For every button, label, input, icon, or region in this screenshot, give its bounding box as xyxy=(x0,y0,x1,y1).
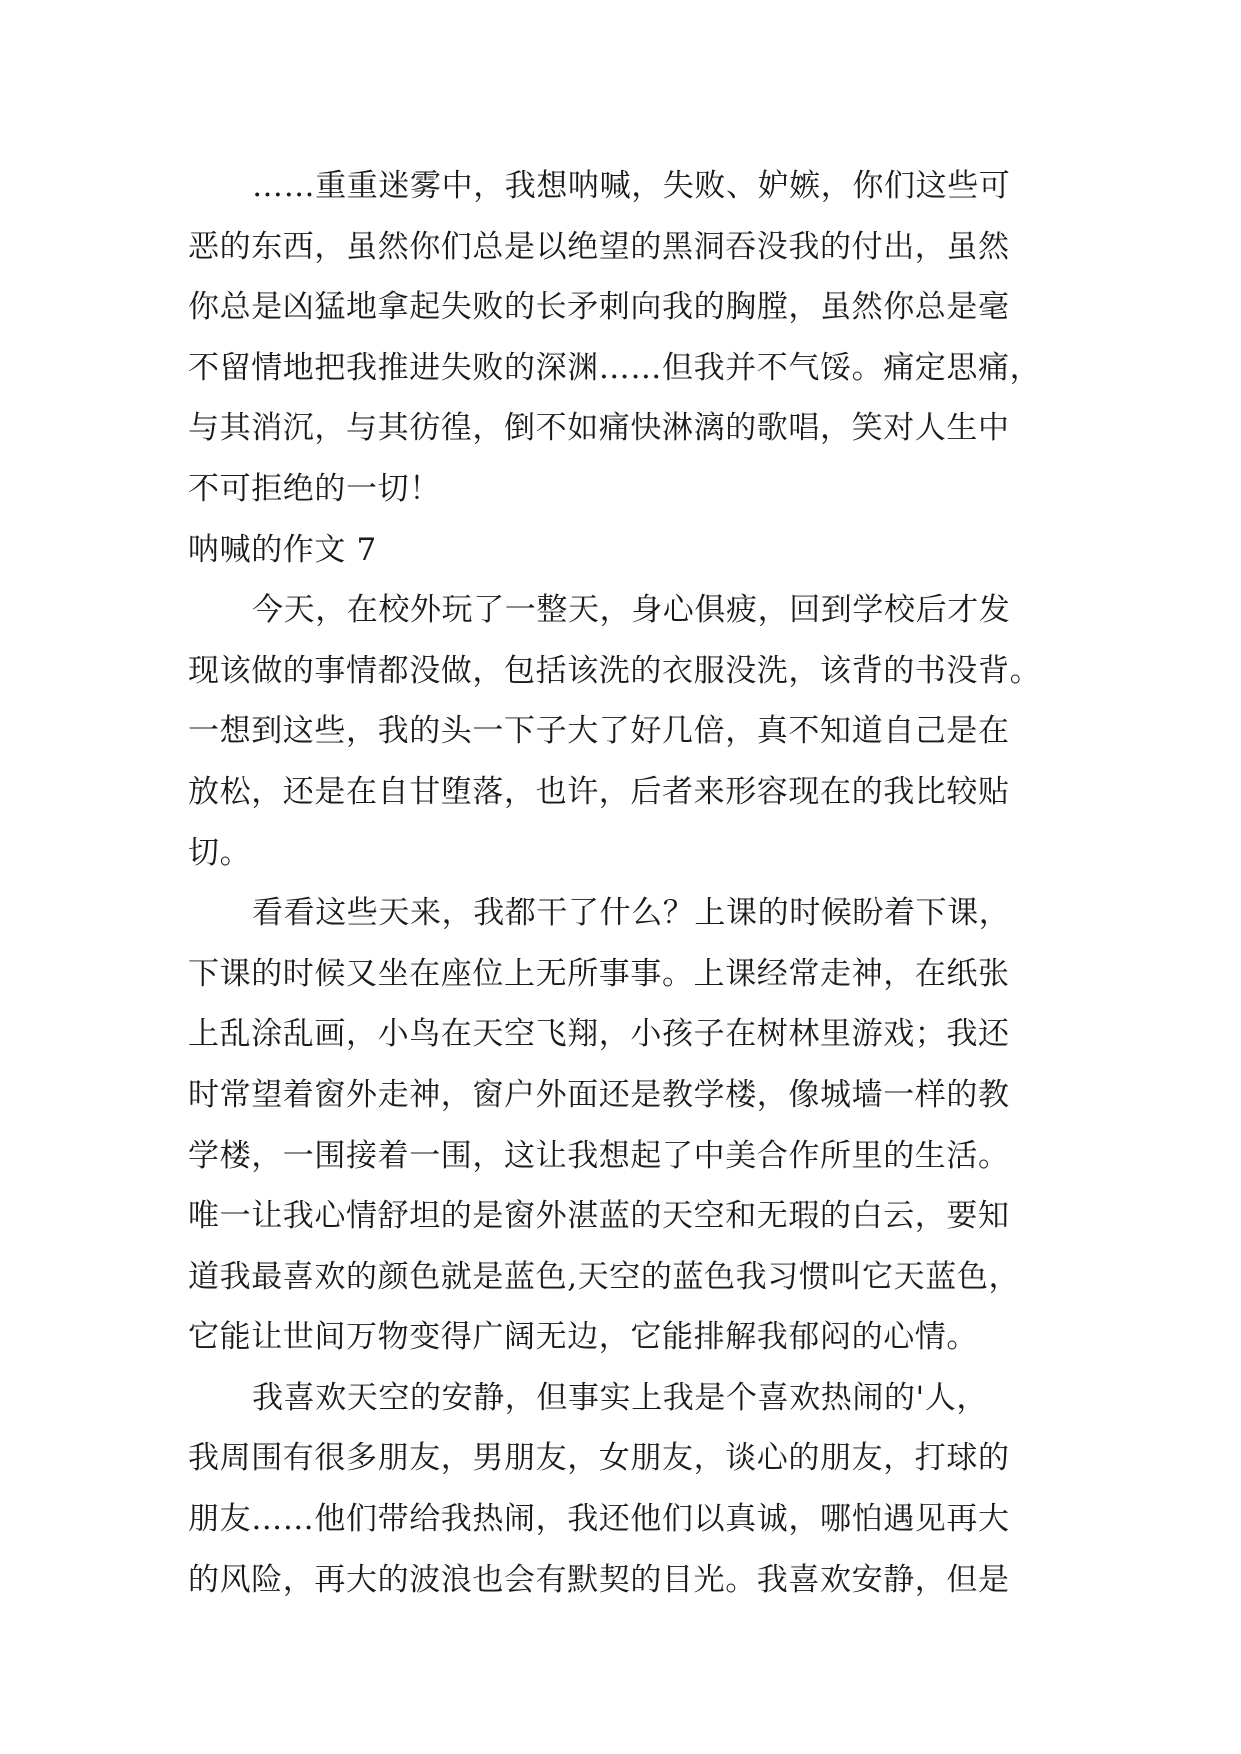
text-line: 现该做的事情都没做，包括该洗的衣服没洗，该背的书没背。 xyxy=(188,652,1042,689)
text-line: 上乱涂乱画，小鸟在天空飞翔，小孩子在树林里游戏；我还 xyxy=(188,1016,1010,1053)
text-line: 看看这些天来，我都干了什么？上课的时候盼着下课， xyxy=(252,895,1011,932)
text-line: 学楼，一围接着一围，这让我想起了中美合作所里的生活。 xyxy=(188,1137,1010,1174)
text-line: 下课的时候又坐在座位上无所事事。上课经常走神，在纸张 xyxy=(188,955,1010,992)
text-line: ……重重迷雾中，我想呐喊，失败、妒嫉，你们这些可 xyxy=(252,168,1011,204)
text-line: 不留情地把我推进失败的深渊……但我并不气馁。痛定思痛， xyxy=(188,349,1042,386)
paragraph-3 xyxy=(188,883,1068,1368)
text-line: 朋友……他们带给我热闹，我还他们以真诚，哪怕遇见再大 xyxy=(188,1501,1010,1538)
paragraph-4 xyxy=(188,1368,1068,1610)
section-heading xyxy=(188,520,1068,581)
paragraph-1 xyxy=(188,156,1068,520)
text-line: 我喜欢天空的安静，但事实上我是个喜欢热闹的'人， xyxy=(252,1379,988,1416)
text-line: 放松，还是在自甘堕落，也许，后者来形容现在的我比较贴 xyxy=(188,773,1010,810)
text-line: 唯一让我心情舒坦的是窗外湛蓝的天空和无瑕的白云，要知 xyxy=(188,1198,1010,1235)
text-line: 你总是凶猛地拿起失败的长矛刺向我的胸膛，虽然你总是毫 xyxy=(188,289,1010,326)
text-line: 它能让世间万物变得广阔无边，它能排解我郁闷的心情。 xyxy=(188,1319,978,1356)
text-line: 道我最喜欢的颜色就是蓝色,天空的蓝色我习惯叫它天蓝色， xyxy=(188,1258,1021,1295)
text-line: 今天，在校外玩了一整天，身心俱疲，回到学校后才发 xyxy=(252,592,1011,629)
text-line: 切。 xyxy=(188,834,252,871)
text-line: 时常望着窗外走神，窗户外面还是教学楼，像城墙一样的教 xyxy=(188,1076,1010,1113)
text-line: 与其消沉，与其彷徨，倒不如痛快淋漓的歌唱，笑对人生中 xyxy=(188,410,1010,447)
document-body xyxy=(188,156,1068,1610)
text-line: 的风险，再大的波浪也会有默契的目光。我喜欢安静，但是 xyxy=(188,1561,1010,1598)
text-line: 一想到这些，我的头一下子大了好几倍，真不知道自己是在 xyxy=(188,713,1010,750)
text-line: 我周围有很多朋友，男朋友，女朋友，谈心的朋友，打球的 xyxy=(188,1440,1010,1477)
paragraph-2 xyxy=(188,580,1068,883)
text-line: 恶的东西，虽然你们总是以绝望的黑洞吞没我的付出，虽然 xyxy=(188,228,1010,265)
text-line: 不可拒绝的一切！ xyxy=(188,470,441,507)
heading-text: 呐喊的作文 7 xyxy=(188,531,377,568)
